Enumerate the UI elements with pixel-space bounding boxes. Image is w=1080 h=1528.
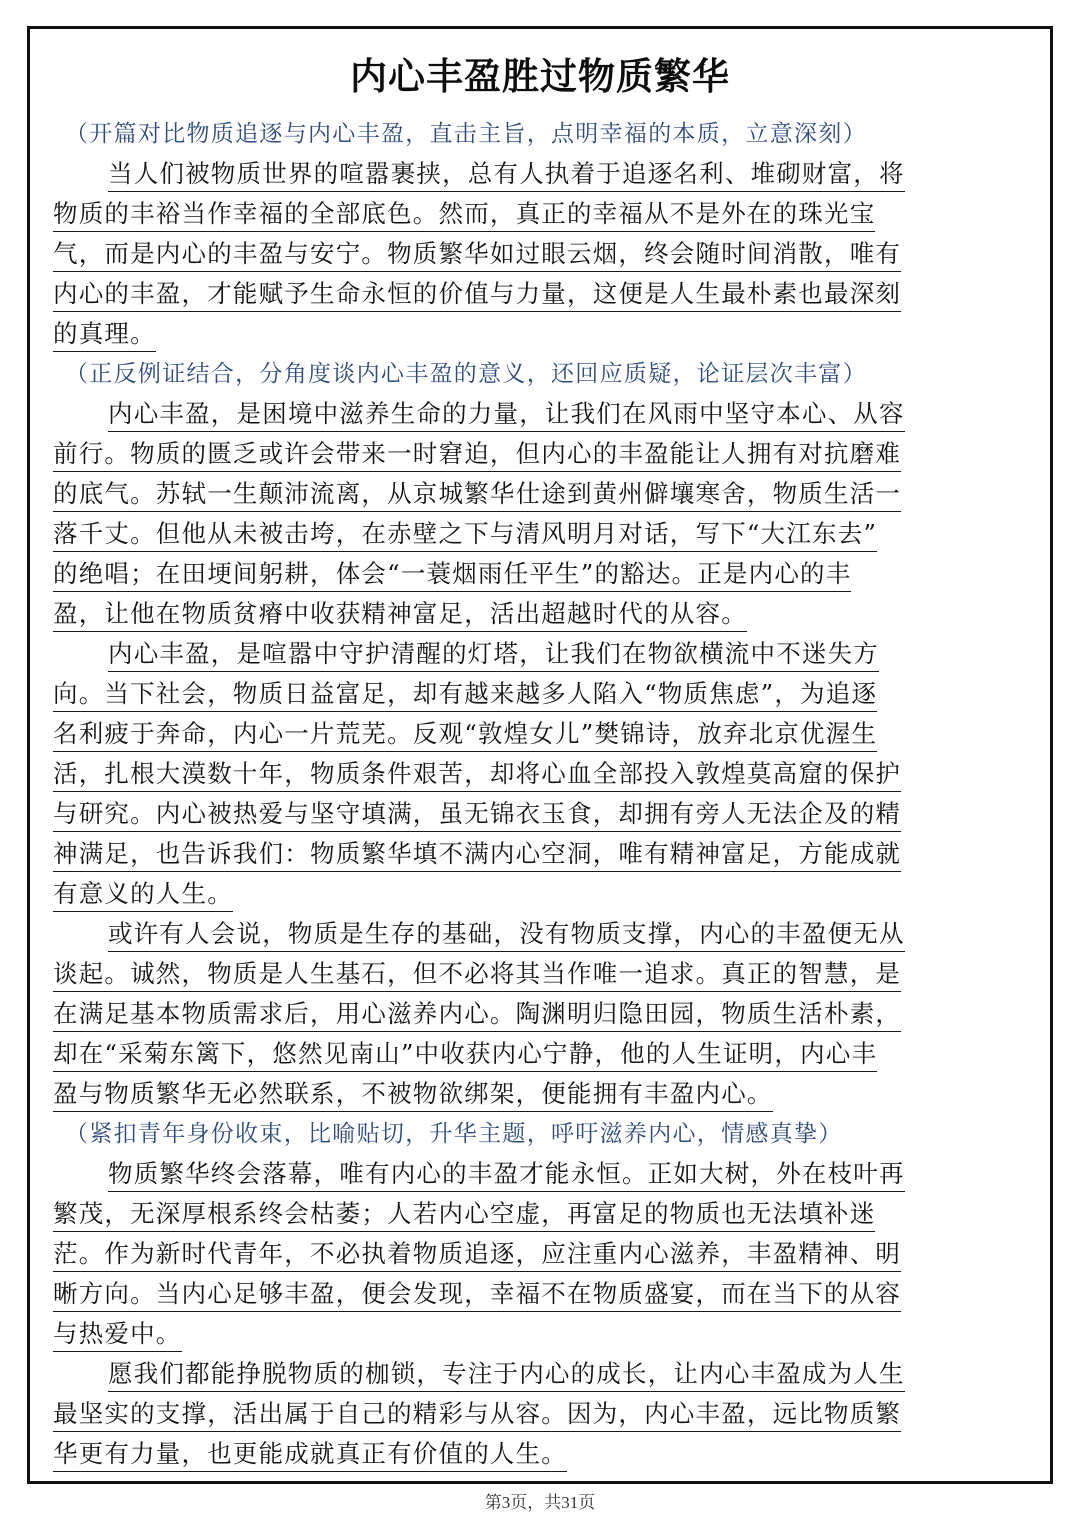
underlined-text: 华更有力量，也更能成就真正有价值的人生。 [53, 1437, 567, 1472]
paragraph-line [53, 594, 1013, 634]
underlined-text: 愿我们都能挣脱物质的枷锁，专注于内心的成长，让内心丰盈成为人生 [108, 1357, 905, 1392]
comment-note: （紧扣青年身份收束，比喻贴切，升华主题，呼吁滋养内心，情感真挚） [65, 1121, 843, 1147]
paragraph-line [53, 554, 1013, 594]
paragraph-line [53, 1154, 1013, 1194]
underlined-text: 活，扎根大漠数十年，物质条件艰苦，却将心血全部投入敦煌莫高窟的保护 [53, 757, 901, 792]
underlined-text: 最坚实的支撑，活出属于自己的精彩与从容。因为，内心丰盈，远比物质繁 [53, 1397, 901, 1432]
essay-paragraph [53, 394, 1013, 634]
paragraph-line [53, 194, 1013, 234]
paragraph-line [53, 1274, 1013, 1314]
paragraph-line [53, 674, 1013, 714]
essay-paragraph [53, 634, 1013, 914]
underlined-text: 繁茂，无深厚根系终会枯萎；人若内心空虚，再富足的物质也无法填补迷 [53, 1197, 875, 1232]
underlined-text: 当人们被物质世界的喧嚣裹挟，总有人执着于追逐名利、堆砌财富，将 [108, 157, 905, 192]
paragraph-line [53, 1034, 1013, 1074]
underlined-text: 在满足基本物质需求后，用心滋养内心。陶渊明归隐田园，物质生活朴素， [53, 997, 901, 1032]
paragraph-line [53, 874, 1013, 914]
underlined-text: 落千丈。但他从未被击垮，在赤壁之下与清风明月对话，写下“大江东去” [53, 517, 877, 552]
underlined-text: 的底气。苏轼一生颠沛流离，从京城繁华仕途到黄州僻壤寒舍，物质生活一 [53, 477, 901, 512]
paragraph-line [53, 1394, 1013, 1434]
underlined-text: 盈与物质繁华无必然联系，不被物欲绑架，便能拥有丰盈内心。 [53, 1077, 773, 1112]
paragraph-line [53, 914, 1013, 954]
paragraph-line [53, 834, 1013, 874]
essay-paragraph [53, 1354, 1013, 1474]
essay-paragraph [53, 1154, 1013, 1354]
paragraph-line [53, 1314, 1013, 1354]
underlined-text: 神满足，也告诉我们：物质繁华填不满内心空洞，唯有精神富足，方能成就 [53, 837, 901, 872]
underlined-text: 晰方向。当内心足够丰盈，便会发现，幸福不在物质盛宴，而在当下的从容 [53, 1277, 901, 1312]
paragraph-line [53, 274, 1013, 314]
underlined-text: 物质繁华终会落幕，唯有内心的丰盈才能永恒。正如大树，外在枝叶再 [108, 1157, 905, 1192]
underlined-text: 盈，让他在物质贫瘠中收获精神富足，活出超越时代的从容。 [53, 597, 747, 632]
underlined-text: 内心丰盈，是困境中滋养生命的力量，让我们在风雨中坚守本心、从容 [108, 397, 905, 432]
paragraph-line [53, 1434, 1013, 1474]
paragraph-line [53, 1354, 1013, 1394]
paragraph-line [53, 994, 1013, 1034]
page-footer: 第3页，共31页 [484, 1493, 596, 1512]
paragraph-line [53, 754, 1013, 794]
underlined-text: 名利疲于奔命，内心一片荒芜。反观“敦煌女儿”樊锦诗，放弃北京优渥生 [53, 717, 877, 752]
essay-body [53, 114, 1013, 1474]
paragraph-line [53, 1074, 1013, 1114]
paragraph-line [53, 394, 1013, 434]
comment-note: （开篇对比物质追逐与内心丰盈，直击主旨，点明幸福的本质，立意深刻） [65, 121, 867, 147]
underlined-text: 与研究。内心被热爱与坚守填满，虽无锦衣玉食，却拥有旁人无法企及的精 [53, 797, 901, 832]
essay-paragraph [53, 154, 1013, 354]
paragraph-line [53, 1234, 1013, 1274]
paragraph-line [53, 634, 1013, 674]
comment-note: （正反例证结合，分角度谈内心丰盈的意义，还回应质疑，论证层次丰富） [65, 361, 867, 387]
underlined-text: 却在“采菊东篱下，悠然见南山”中收获内心宁静，他的人生证明，内心丰 [53, 1037, 877, 1072]
paragraph-line [53, 514, 1013, 554]
paragraph-line [53, 794, 1013, 834]
paragraph-line [53, 314, 1013, 354]
underlined-text: 茫。作为新时代青年，不必执着物质追逐，应注重内心滋养，丰盈精神、明 [53, 1237, 901, 1272]
underlined-text: 谈起。诚然，物质是人生基石，但不必将其当作唯一追求。真正的智慧，是 [53, 957, 901, 992]
underlined-text: 气，而是内心的丰盈与安宁。物质繁华如过眼云烟，终会随时间消散，唯有 [53, 237, 901, 272]
underlined-text: 向。当下社会，物质日益富足，却有越来越多人陷入“物质焦虑”，为追逐 [53, 677, 877, 712]
underlined-text: 内心的丰盈，才能赋予生命永恒的价值与力量，这便是人生最朴素也最深刻 [53, 277, 901, 312]
underlined-text: 与热爱中。 [53, 1317, 182, 1352]
paragraph-line [53, 474, 1013, 514]
paragraph-line [53, 154, 1013, 194]
underlined-text: 物质的丰裕当作幸福的全部底色。然而，真正的幸福从不是外在的珠光宝 [53, 197, 875, 232]
underlined-text: 的绝唱；在田埂间躬耕，体会“一蓑烟雨任平生”的豁达。正是内心的丰 [53, 557, 851, 592]
underlined-text: 内心丰盈，是喧嚣中守护清醒的灯塔，让我们在物欲横流中不迷失方 [108, 637, 879, 672]
underlined-text: 有意义的人生。 [53, 877, 233, 912]
underlined-text: 的真理。 [53, 317, 156, 352]
underlined-text: 或许有人会说，物质是生存的基础，没有物质支撑，内心的丰盈便无从 [108, 917, 905, 952]
paragraph-line [53, 714, 1013, 754]
underlined-text: 前行。物质的匮乏或许会带来一时窘迫，但内心的丰盈能让人拥有对抗磨难 [53, 437, 901, 472]
paragraph-line [53, 1194, 1013, 1234]
essay-title: 内心丰盈胜过物质繁华 [350, 55, 730, 98]
essay-paragraph [53, 914, 1013, 1114]
paragraph-line [53, 434, 1013, 474]
paragraph-line [53, 234, 1013, 274]
paragraph-line [53, 954, 1013, 994]
